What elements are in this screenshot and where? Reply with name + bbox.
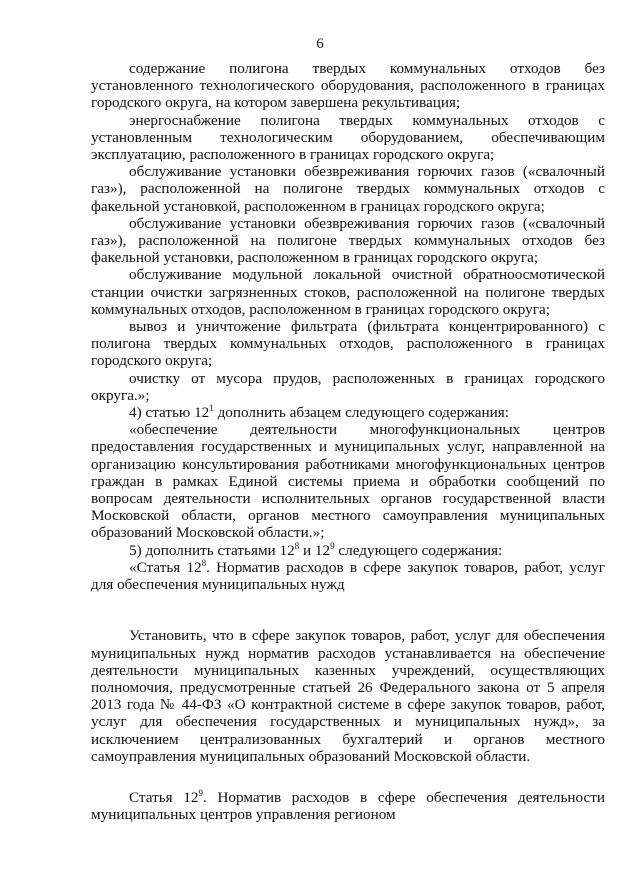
article-12-8-superscript: 8 [201, 557, 207, 568]
document-body [91, 60, 605, 823]
article-12-8-text-before: «Статья 12 [129, 558, 202, 576]
article-12-9-text-before: Статья 12 [129, 788, 199, 806]
paragraph-item-5 [91, 542, 605, 559]
item-5-text-middle: и 12 [299, 541, 331, 559]
paragraph-mfc-services: «обеспечение деятельности многофункциональных центров предоставления государственных и муниципальных услуг, направленной на организацию консультирования работниками многофункциональных центров граждан в рамках Единой системы приема и обработки сообщений по вопросам деятельности исполнительных органов государственной власти Московской области, органов местного самоуправления муниципальных образований Московской области.»; [91, 421, 605, 542]
paragraph-filtrate-removal: вывоз и уничтожение фильтрата (фильтрата концентрированного) с полигона твердых коммунальных отходов, расположенного в границах городского округа; [91, 318, 605, 370]
page-number: 6 [316, 36, 324, 52]
article-12-9-superscript: 9 [198, 787, 203, 798]
item-5-superscript-2: 9 [330, 540, 335, 551]
paragraph-gas-flare-without: обслуживание установки обезвреживания горючих газов («свалочный газ»), расположенной на полигоне твердых коммунальных отходов без факельной установки, расположенном в границах городского округа; [91, 214, 605, 267]
article-12-8-text-after: . Норматив расходов в сфере закупок товаров, работ, услуг для обеспечения муниципальных нужд [91, 558, 605, 594]
paragraph-procurement-standard: Установить, что в сфере закупок товаров, работ, услуг для обеспечения муниципальных нужд норматив расходов устанавливается на обеспечение деятельности муниципальных казенных учреждений, осуществляющих полномочия, предусмотренные статьей 26 Федерального закона от 5 апреля 2013 года № 44-ФЗ «О контрактной системе в сфере закупок товаров, работ, услуг для обеспечения государственных и муниципальных нужд», за исключением централизованных бухгалтерий и органов местного самоуправления муниципальных образований Московской области. [91, 627, 605, 765]
paragraph-pond-cleaning: очистку от мусора прудов, расположенных в границах городского округа.»; [91, 369, 605, 404]
item-4-text-after: дополнить абзацем следующего содержания: [213, 404, 509, 422]
item-5-superscript-1: 8 [294, 540, 300, 551]
item-4-superscript: 1 [209, 403, 214, 414]
paragraph-power-supply: энергоснабжение полигона твердых коммунальных отходов с установленным технологическим оборудованием, обеспечивающим эксплуатацию, расположенного в границах городского округа; [91, 111, 605, 164]
paragraph-landfill-maintenance: содержание полигона твердых коммунальных отходов без установленного технологического оборудования, расположенного в границах городского округа, на котором завершена рекультивация; [91, 60, 605, 112]
item-5-text-after: следующего содержания: [334, 541, 503, 559]
paragraph-treatment-station: обслуживание модульной локальной очистной обратноосмотической станции очистки загрязненных стоков, расположенной на полигоне твердых коммунальных отходов, расположенном в границах городского округа; [91, 266, 605, 318]
item-4-text-before: 4) статью 12 [129, 404, 210, 422]
article-12-8-heading [91, 559, 605, 593]
paragraph-gas-flare-with: обслуживание установки обезвреживания горючих газов («свалочный газ»), расположенной на полигоне твердых коммунальных отходов с факельной установкой, расположенном в границах городского округа; [91, 163, 605, 215]
item-5-text-before: 5) дополнить статьями 12 [129, 541, 295, 559]
article-12-9-heading [91, 789, 605, 823]
paragraph-item-4 [91, 404, 605, 421]
article-12-9-text-after: . Норматив расходов в сфере обеспечения деятельности муниципальных центров управления регионом [91, 788, 605, 824]
